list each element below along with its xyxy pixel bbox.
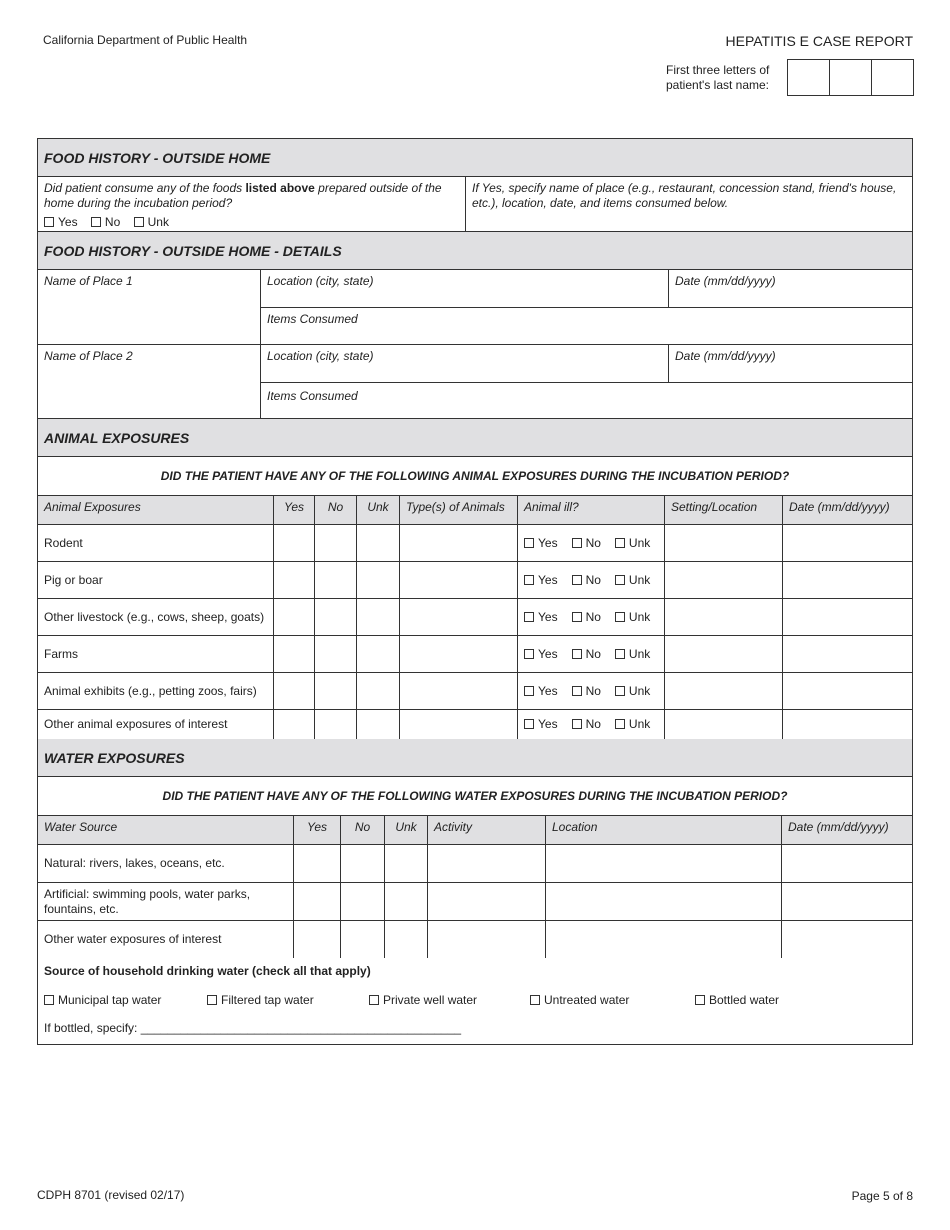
option-untreated[interactable]: Untreated water: [530, 993, 695, 1007]
animal-exposure-label: Rodent: [38, 525, 274, 561]
water-entry-cell[interactable]: [546, 845, 782, 882]
section-title: FOOD HISTORY - OUTSIDE HOME: [38, 139, 912, 176]
animal-entry-cell[interactable]: [783, 636, 912, 672]
water-entry-cell[interactable]: [341, 921, 385, 958]
water-column-headers: [38, 816, 912, 845]
col-animal-ill: Animal ill?: [518, 496, 665, 524]
checkbox-icon: [524, 612, 534, 622]
animal-rows: [38, 525, 912, 739]
checkbox-icon: [572, 649, 582, 659]
checkbox-icon: [695, 995, 705, 1005]
animal-ill-option[interactable]: Unk: [615, 684, 650, 699]
place-2-items-field[interactable]: Items Consumed: [267, 389, 358, 403]
animal-entry-cell[interactable]: [274, 562, 315, 598]
col-unk: Unk: [357, 496, 400, 524]
food-outside-question-row: [38, 177, 912, 232]
animal-entry-cell[interactable]: [665, 562, 783, 598]
animal-ill-option[interactable]: Unk: [615, 573, 650, 588]
last-name-boxes: [787, 59, 914, 96]
animal-ill-options: [518, 673, 665, 709]
report-title: HEPATITIS E CASE REPORT: [725, 33, 913, 49]
animal-row: [38, 673, 912, 710]
agency-name: California Department of Public Health: [43, 33, 248, 47]
animal-entry-cell[interactable]: [274, 710, 315, 739]
bottled-specify-field[interactable]: If bottled, specify: ________________________________________________: [44, 1021, 462, 1035]
animal-header: [38, 419, 912, 457]
checkbox-icon: [524, 719, 534, 729]
last-name-label: First three letters of patient's last name:: [666, 63, 770, 92]
animal-entry-cell[interactable]: [274, 525, 315, 561]
case-report-form: [37, 138, 913, 1045]
animal-ill-options: [518, 710, 665, 739]
water-entry-cell[interactable]: [428, 845, 546, 882]
animal-ill-option[interactable]: Unk: [615, 717, 650, 732]
form-id: CDPH 8701 (revised 02/17): [37, 1188, 185, 1202]
animal-ill-option[interactable]: No: [572, 647, 601, 662]
water-entry-cell[interactable]: [546, 921, 782, 958]
animal-entry-cell[interactable]: [357, 525, 400, 561]
col-setting: Setting/Location: [665, 496, 783, 524]
animal-entry-cell[interactable]: [400, 599, 518, 635]
animal-ill-option[interactable]: Yes: [524, 536, 558, 551]
animal-ill-option[interactable]: No: [572, 536, 601, 551]
water-entry-cell[interactable]: [385, 921, 428, 958]
place-1-date-field[interactable]: Date (mm/dd/yyyy): [675, 274, 776, 288]
animal-entry-cell[interactable]: [665, 636, 783, 672]
animal-entry-cell[interactable]: [357, 562, 400, 598]
checkbox-icon: [369, 995, 379, 1005]
last-name-letter-3[interactable]: [872, 60, 913, 95]
animal-question-row: [38, 457, 912, 496]
animal-ill-option[interactable]: Yes: [524, 684, 558, 699]
animal-ill-option[interactable]: Yes: [524, 573, 558, 588]
food-details-header: [38, 232, 912, 270]
option-bottled[interactable]: Bottled water: [695, 993, 779, 1007]
checkbox-icon: [615, 575, 625, 585]
animal-exposure-label: Animal exhibits (e.g., petting zoos, fairs): [38, 673, 274, 709]
animal-ill-option[interactable]: No: [572, 610, 601, 625]
checkbox-icon: [572, 612, 582, 622]
col-date: Date (mm/dd/yyyy): [788, 820, 889, 834]
animal-ill-option[interactable]: Yes: [524, 717, 558, 732]
animal-entry-cell[interactable]: [274, 673, 315, 709]
animal-row: [38, 599, 912, 636]
checkbox-icon: [91, 217, 101, 227]
animal-entry-cell[interactable]: [400, 636, 518, 672]
animal-row: [38, 710, 912, 739]
water-question-row: [38, 777, 912, 816]
col-unk: Unk: [385, 816, 428, 844]
checkbox-icon: [615, 686, 625, 696]
water-entry-cell[interactable]: [782, 883, 912, 920]
checkbox-icon: [572, 686, 582, 696]
water-source-label: Artificial: swimming pools, water parks, fountains, etc.: [38, 883, 294, 920]
place-1-row: [38, 270, 912, 345]
section-title: WATER EXPOSURES: [38, 739, 912, 776]
animal-exposure-label: Other animal exposures of interest: [38, 710, 274, 739]
water-entry-cell[interactable]: [294, 883, 341, 920]
water-entry-cell[interactable]: [782, 845, 912, 882]
checkbox-icon: [615, 538, 625, 548]
water-entry-cell[interactable]: [546, 883, 782, 920]
last-name-letter-1[interactable]: [788, 60, 830, 95]
water-entry-cell[interactable]: [294, 845, 341, 882]
option-municipal-tap[interactable]: Municipal tap water: [44, 993, 207, 1007]
animal-entry-cell[interactable]: [274, 599, 315, 635]
animal-entry-cell[interactable]: [783, 673, 912, 709]
col-date: Date (mm/dd/yyyy): [789, 500, 890, 514]
checkbox-icon: [207, 995, 217, 1005]
animal-entry-cell[interactable]: [357, 636, 400, 672]
section-title: FOOD HISTORY - OUTSIDE HOME - DETAILS: [38, 232, 912, 269]
water-rows: [38, 845, 912, 958]
food-outside-options: [44, 215, 459, 230]
option-filtered-tap[interactable]: Filtered tap water: [207, 993, 369, 1007]
food-outside-instruction: If Yes, specify name of place (e.g., restaurant, concession stand, friend's house, etc.), location, date, and items consumed below.: [472, 181, 897, 210]
animal-ill-option[interactable]: No: [572, 717, 601, 732]
checkbox-icon: [615, 649, 625, 659]
checkbox-icon: [572, 538, 582, 548]
water-entry-cell[interactable]: [385, 845, 428, 882]
col-no: No: [315, 496, 357, 524]
animal-entry-cell[interactable]: [315, 599, 357, 635]
place-2-location-field[interactable]: Location (city, state): [261, 345, 669, 382]
checkbox-icon: [44, 995, 54, 1005]
animal-entry-cell[interactable]: [665, 599, 783, 635]
drinking-water-options: [44, 993, 906, 1007]
animal-entry-cell[interactable]: [315, 710, 357, 739]
water-entry-cell[interactable]: [782, 921, 912, 958]
place-1-location-field[interactable]: Location (city, state): [261, 270, 669, 307]
checkbox-icon: [572, 575, 582, 585]
animal-entry-cell[interactable]: [315, 562, 357, 598]
animal-entry-cell[interactable]: [357, 599, 400, 635]
place-2-details: [261, 345, 912, 418]
animal-entry-cell[interactable]: [783, 562, 912, 598]
animal-entry-cell[interactable]: [665, 710, 783, 739]
food-outside-question: Did patient consume any of the foods listed above prepared outside of the home during the incubation period? Yes No Unk: [38, 177, 466, 231]
col-types: Type(s) of Animals: [400, 496, 518, 524]
last-name-letter-2[interactable]: [830, 60, 872, 95]
animal-ill-option[interactable]: Unk: [615, 610, 650, 625]
checkbox-icon: [524, 686, 534, 696]
option-no[interactable]: No: [91, 215, 120, 229]
water-entry-cell[interactable]: [428, 883, 546, 920]
animal-entry-cell[interactable]: [400, 562, 518, 598]
water-entry-cell[interactable]: [341, 845, 385, 882]
col-yes: Yes: [294, 816, 341, 844]
option-yes[interactable]: Yes: [44, 215, 78, 229]
animal-entry-cell[interactable]: [400, 525, 518, 561]
animal-ill-options: [518, 599, 665, 635]
water-entry-cell[interactable]: [294, 921, 341, 958]
place-1-details: [261, 270, 912, 344]
animal-exposure-label: Other livestock (e.g., cows, sheep, goats): [38, 599, 274, 635]
col-water-source: Water Source: [38, 816, 294, 844]
checkbox-icon: [44, 217, 54, 227]
animal-entry-cell[interactable]: [315, 525, 357, 561]
animal-ill-option[interactable]: Yes: [524, 610, 558, 625]
animal-ill-options: [518, 636, 665, 672]
col-animal-exposures: Animal Exposures: [38, 496, 274, 524]
water-entry-cell[interactable]: [341, 883, 385, 920]
animal-ill-options: [518, 562, 665, 598]
animal-entry-cell[interactable]: [783, 710, 912, 739]
water-row: [38, 883, 912, 921]
option-unk[interactable]: Unk: [134, 215, 169, 229]
place-2-name-field[interactable]: Name of Place 2: [38, 345, 261, 418]
checkbox-icon: [572, 719, 582, 729]
animal-entry-cell[interactable]: [783, 525, 912, 561]
animal-row: [38, 636, 912, 673]
water-source-label: Natural: rivers, lakes, oceans, etc.: [38, 845, 294, 882]
animal-question: DID THE PATIENT HAVE ANY OF THE FOLLOWING ANIMAL EXPOSURES DURING THE INCUBATION PERIOD?: [160, 469, 790, 483]
place-2-date-field[interactable]: Date (mm/dd/yyyy): [675, 349, 776, 363]
checkbox-icon: [615, 719, 625, 729]
animal-entry-cell[interactable]: [315, 673, 357, 709]
water-header: [38, 739, 912, 777]
page-number: Page 5 of 8: [851, 1189, 913, 1203]
place-1-name-field[interactable]: Name of Place 1: [38, 270, 261, 344]
animal-ill-option[interactable]: Yes: [524, 647, 558, 662]
animal-entry-cell[interactable]: [357, 710, 400, 739]
col-activity: Activity: [428, 816, 546, 844]
food-outside-header: [38, 139, 912, 177]
animal-ill-option[interactable]: No: [572, 573, 601, 588]
col-no: No: [341, 816, 385, 844]
water-row: [38, 921, 912, 958]
drinking-water-title: Source of household drinking water (check all that apply): [44, 964, 371, 978]
water-source-label: Other water exposures of interest: [38, 921, 294, 958]
checkbox-icon: [524, 575, 534, 585]
animal-entry-cell[interactable]: [400, 710, 518, 739]
col-location: Location: [546, 816, 782, 844]
drinking-water-block: [38, 958, 912, 1044]
place-2-row: [38, 345, 912, 419]
option-private-well[interactable]: Private well water: [369, 993, 530, 1007]
checkbox-icon: [134, 217, 144, 227]
checkbox-icon: [524, 649, 534, 659]
animal-entry-cell[interactable]: [400, 673, 518, 709]
animal-ill-options: [518, 525, 665, 561]
animal-entry-cell[interactable]: [665, 525, 783, 561]
place-1-items-field[interactable]: Items Consumed: [267, 312, 358, 326]
section-title: ANIMAL EXPOSURES: [38, 419, 912, 456]
col-yes: Yes: [274, 496, 315, 524]
checkbox-icon: [524, 538, 534, 548]
animal-ill-option[interactable]: No: [572, 684, 601, 699]
animal-ill-option[interactable]: Unk: [615, 647, 650, 662]
checkbox-icon: [530, 995, 540, 1005]
animal-exposure-label: Pig or boar: [38, 562, 274, 598]
animal-entry-cell[interactable]: [665, 673, 783, 709]
water-question: DID THE PATIENT HAVE ANY OF THE FOLLOWING WATER EXPOSURES DURING THE INCUBATION PERIOD?: [162, 789, 788, 803]
animal-entry-cell[interactable]: [783, 599, 912, 635]
animal-entry-cell[interactable]: [274, 636, 315, 672]
animal-ill-option[interactable]: Unk: [615, 536, 650, 551]
animal-exposure-label: Farms: [38, 636, 274, 672]
water-entry-cell[interactable]: [385, 883, 428, 920]
water-entry-cell[interactable]: [428, 921, 546, 958]
animal-column-headers: [38, 496, 912, 525]
animal-entry-cell[interactable]: [315, 636, 357, 672]
animal-entry-cell[interactable]: [357, 673, 400, 709]
animal-row: [38, 562, 912, 599]
water-row: [38, 845, 912, 883]
checkbox-icon: [615, 612, 625, 622]
animal-row: [38, 525, 912, 562]
